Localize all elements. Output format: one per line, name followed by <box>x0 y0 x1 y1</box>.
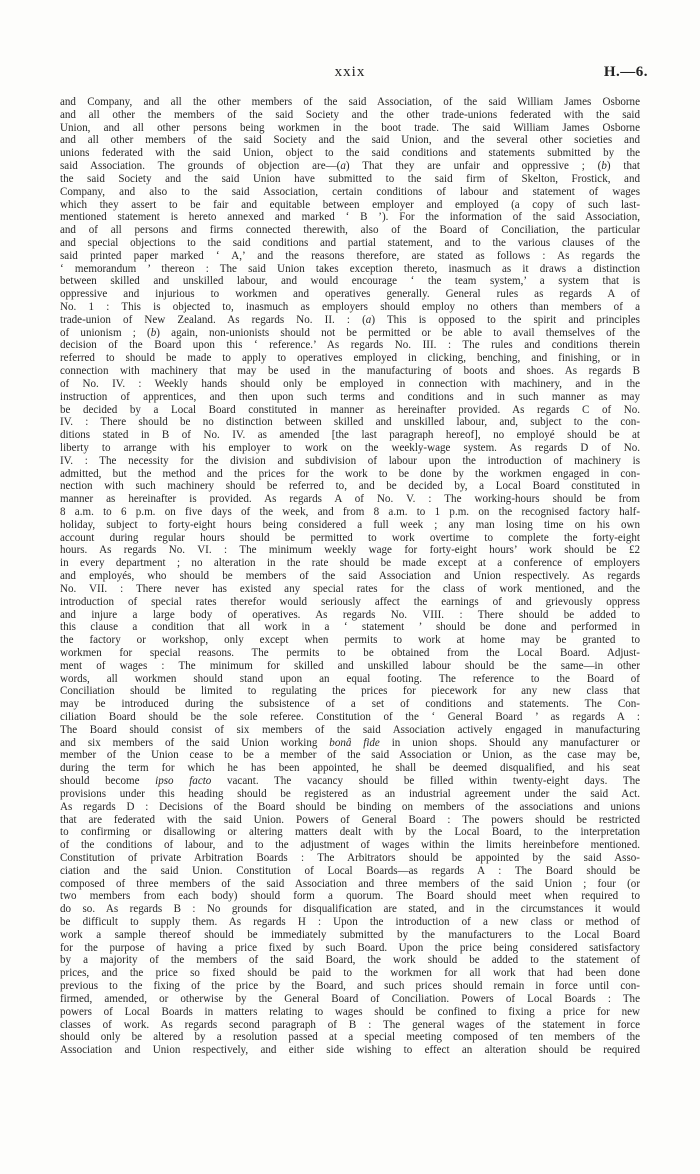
text-line: mentioned statement is hereto annexed and marked ‘ B ’). For the information of the said Association, <box>60 211 640 224</box>
text-line: ciliation Board should be the sole referee. Constitution of the ‘ General Board ’ as regards A : <box>60 711 640 723</box>
text-line: liberty to arrange with his employer to work on the weekly-wage system. As regards D of No. <box>60 441 640 454</box>
text-line: and employés, who should be members of the said Association and Union respectively. As regards <box>60 570 640 583</box>
text-line: introduction of special rates therefor would seriously affect the earnings of and grievously oppress <box>60 595 640 608</box>
text-line: connection with machinery that may be used in the manufacturing of boots and shoes. As regards B <box>60 365 640 378</box>
text-line: between skilled and unskilled labour, and would encourage ‘ the team system,’ a system that is <box>60 275 640 288</box>
text-line: which they assert to be fair and equitable between employer and employed (a copy of such last- <box>60 198 640 211</box>
text-line: and all other the members of the said Society and the other trade-unions federated with the said <box>60 108 640 121</box>
text-line: unions federated with the said Union, object to the said conditions and statements submitted by the <box>60 147 640 160</box>
text-line: account during regular hours should be permitted to work overtime to complete the forty-eight <box>60 531 640 544</box>
text-line: ‘ memorandum ’ thereon : The said Union takes exception thereto, inasmuch as it draws a distinction <box>60 262 640 275</box>
text-line: prices, and the price so fixed should be paid to the workmen for all work that had been done <box>60 967 640 980</box>
text-line: Constitution of private Arbitration Boards : The Arbitrators should be appointed by the said Asso- <box>60 851 640 864</box>
body-paragraph <box>60 96 640 1057</box>
text-line: composed of three members of the said Association and three members of the said Union ; four (or <box>60 877 640 890</box>
text-line: oppressive and injurious to workmen and operatives generally. General rules as regards A of <box>60 288 640 301</box>
text-line: of No. IV. : Weekly hands should only be employed in connection with machinery, and in the <box>60 377 640 390</box>
text-line: hours. As regards No. VI. : The minimum weekly wage for forty-eight hours’ work should be £2 <box>60 544 640 557</box>
text-line: No. VII. : There never has existed any special rates for the class of work mentioned, and the <box>60 582 640 595</box>
text-line: As regards D : Decisions of the Board should be binding on members of the associations and unions <box>60 800 640 813</box>
italic-phrase: ipso facto <box>155 775 212 788</box>
text-line: and special objections to the said conditions and partial statement, and to the various clauses of the <box>60 236 640 249</box>
text-line: two members from each body) should form a quorum. The Board should meet when required to <box>60 890 640 903</box>
text-line: and of all persons and firms connected therewith, also of the Board of Conciliation, the particular <box>60 224 640 237</box>
text-line: ment of wages : The minimum for skilled and unskilled labour should be the same—in other <box>60 659 640 672</box>
text-line: Company, and also to the said Association, certain conditions of labour and statement of wages <box>60 185 640 198</box>
text-line: ditions stated in B of No. IV. as amended [the last paragraph hereof], no employé should be at <box>60 429 640 442</box>
text-line: No. 1 : This is objected to, inasmuch as employers should employ no others than members of a <box>60 301 640 313</box>
text-line: do so. As regards B : No grounds for disqualification are stated, and in the circumstances it would <box>60 903 640 916</box>
text-line: holiday, subject to forty-eight hours being considered a full week ; any man losing time on his own <box>60 518 640 531</box>
text-line: and all other members of the said Society and the said Union, and the several other societies and <box>60 134 640 147</box>
text-line: instruction of apprentices, and then upon such terms and conditions and in such manner as may <box>60 390 640 403</box>
text-line: powers of Local Boards in matters relating to wages should be confined to fixing a price for new <box>60 1005 640 1018</box>
italic-marker: a <box>340 160 346 173</box>
text-line: this clause a condition that all work in a ‘ statement ’ should be done and performed in <box>60 621 640 634</box>
text-line: words, all workmen should stand upon an equal footing. The reference to the Board of <box>60 672 640 685</box>
text-line: member of the Union cease to be a member of the said Association or Union, as the case may be, <box>60 749 640 762</box>
page-number: xxix <box>334 64 366 80</box>
text-line: should become ipso facto vacant. The vacancy should be filled within twenty-eight days. The <box>60 775 640 788</box>
document-reference: H.—6. <box>603 64 648 80</box>
text-line: ciation and the said Union. Constitution of Local Boards—as regards A : The Board should be <box>60 864 640 877</box>
text-line: and six members of the said Union working bonâ fide in union shops. Should any manufacturer or <box>60 736 641 749</box>
text-line: workmen for special reasons. The permits to be obtained from the Local Board. Adjust- <box>60 646 640 659</box>
text-line: and Company, and all the other members of the said Association, of the said William James Osborne <box>60 96 640 108</box>
text-line: work a sample thereof should be immediately submitted by the manufacturers to the Local Board <box>60 928 640 941</box>
text-line: said Association. The grounds of objection are—(a) That they are unfair and oppressive ; (b) that <box>60 160 640 173</box>
text-line: of unionism ; (b) again, non-unionists should not be permitted or be able to avail themselves of the <box>60 326 641 339</box>
text-line: of the conditions of labour, and to the adjustment of wages within the limits hereinbefore mentioned. <box>60 839 640 852</box>
text-line: provisions under this heading should be registered as an industrial agreement under the said Act. <box>60 787 640 800</box>
text-line: manner as hereinafter is provided. As regards A of No. V. : The working-hours should be from <box>60 493 640 506</box>
text-line: and injure a large body of operatives. As regards No. VIII. : There should be added to <box>60 608 640 621</box>
text-line: the factory or workshop, only except when permits to work at home may be granted to <box>60 634 640 647</box>
text-line: classes of work. As regards second paragraph of B : The general wages of the statement in force <box>60 1018 640 1031</box>
page-header <box>60 64 648 88</box>
text-line: decision of the Board upon this ‘ reference.’ As regards No. III. : The rules and conditions therein <box>60 339 640 352</box>
text-line: admitted, but the method and the prices for the work to be done by the workmen engaged in con- <box>60 467 640 480</box>
text-line: The Board should consist of six members of the said Association actively engaged in manufacturing <box>60 723 640 736</box>
text-line: Conciliation should be limited to regulating the prices for piecework for any new class that <box>60 685 640 698</box>
text-line: may be introduced during the subsistence of a set of conditions and statements. The Con- <box>60 698 640 711</box>
text-line: previous to the fixing of the price by the Board, and such prices should remain in force until con- <box>60 980 640 993</box>
italic-phrase: bonâ fide <box>329 736 380 749</box>
text-line: IV. : The necessity for the division and subdivision of labour upon the introduction of machinery is <box>60 454 640 467</box>
text-line: nection with such machinery should be referred to, and be decided by, a Local Board constituted in <box>60 480 640 493</box>
text-line: the said Society and the said Union have submitted to the said firm of Skelton, Frostick, and <box>60 172 640 185</box>
text-line: referred to should be made to apply to operatives employed in clicking, benching, and finishing, or in <box>60 352 640 365</box>
text-line: firmed, amended, or otherwise by the General Board of Conciliation. Powers of Local Boards : The <box>60 992 640 1005</box>
text-line: to confirming or disallowing or altering matters dealt with by the Local Board, to the interpretation <box>60 826 640 839</box>
text-line: trade-union of New Zealand. As regards No. II. : (a) This is opposed to the spirit and principles <box>60 313 640 326</box>
italic-marker: a <box>365 313 372 326</box>
text-line: by a majority of the members of the said Board, the work should be added to the statement of <box>60 954 640 967</box>
text-line: Association and Union respectively, and either side wishing to effect an alteration should be required <box>60 1044 640 1057</box>
italic-marker: b <box>601 160 607 173</box>
text-line: be difficult to supply them. As regards H : Upon the introduction of a new class or method of <box>60 916 640 928</box>
text-line: Union, and all other persons being workmen in the boot trade. The said William James Osborne <box>60 121 640 134</box>
text-line: be decided by a Local Board constituted in manner as hereinafter provided. As regards C of No. <box>60 403 640 416</box>
text-line: 8 a.m. to 6 p.m. on five days of the week, and from 8 a.m. to 1 p.m. on the recognised factory half- <box>60 506 640 518</box>
text-line: during the term for which he has been appointed, he shall be deemed disqualified, and his seat <box>60 762 640 775</box>
text-line: that are federated with the said Union. Powers of General Board : The powers should be restricted <box>60 813 640 826</box>
text-line: should only be altered by a resolution passed at a special meeting composed of ten members of the <box>60 1031 640 1044</box>
text-line: in every department ; no alteration in the rate should be made except at a conference of employers <box>60 557 640 570</box>
text-line: said printed paper marked ‘ A,’ and the reasons therefore, are stated as follows : As regards the <box>60 249 640 262</box>
text-line: for the purpose of having a price fixed by such Board. Upon the price being considered satisfactory <box>60 941 640 954</box>
italic-marker: b <box>150 326 157 339</box>
text-line: IV. : There should be no distinction between skilled and unskilled labour, and, subject to the con- <box>60 416 640 429</box>
